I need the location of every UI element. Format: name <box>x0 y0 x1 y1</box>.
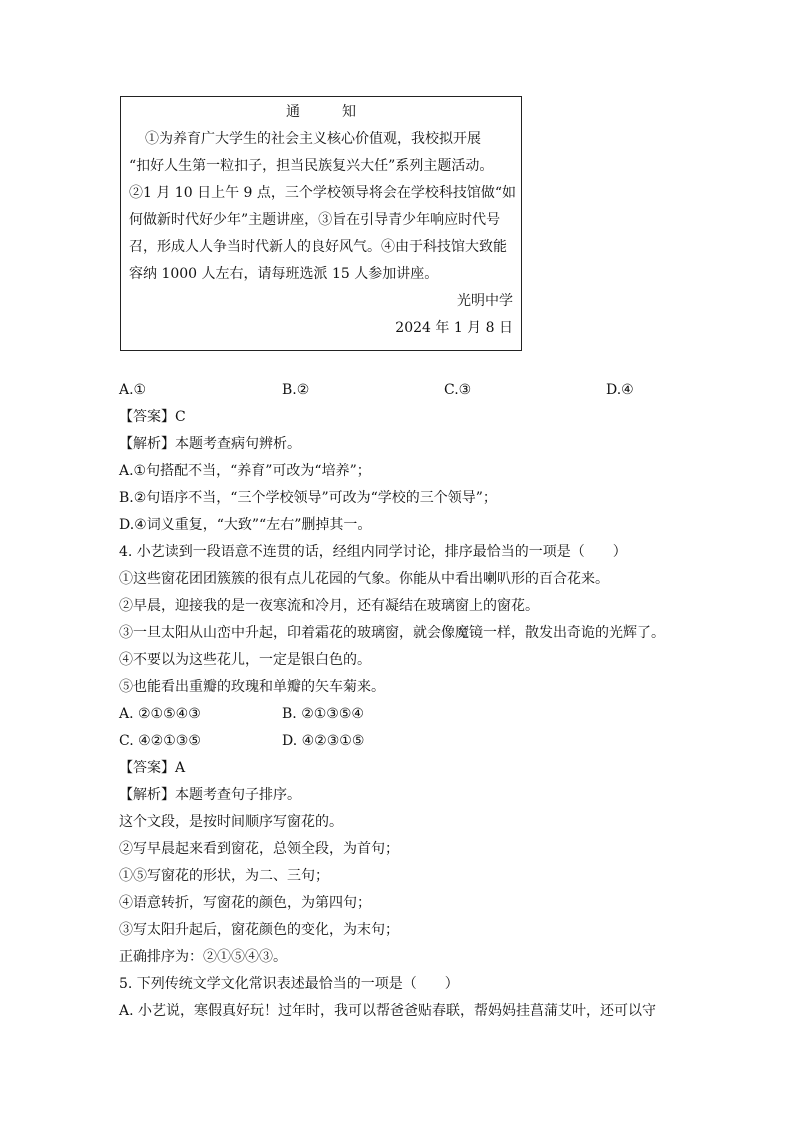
notice-line: 召，形成人人争当时代新人的良好风气。④由于科技馆大致能 <box>129 239 507 255</box>
q3-option-c: C.③ <box>444 382 472 398</box>
q3-analysis-line: A.①句搭配不当，“养育”可改为“培养”； <box>119 463 371 479</box>
q3-option-a: A.① <box>119 382 147 398</box>
notice-date: 2024 年 1 月 8 日 <box>395 320 513 336</box>
q3-option-d: D.④ <box>606 382 634 398</box>
notice-line: 容纳 1000 人左右，请每班选派 15 人参加讲座。 <box>129 266 439 282</box>
q3-analysis-line: D.④词义重复，“大致”“左右”删掉其一。 <box>119 517 372 533</box>
q4-sentence: ②早晨，迎接我的是一夜寒流和冷月，还有凝结在玻璃窗上的窗花。 <box>119 598 539 614</box>
notice-signature: 光明中学 <box>457 293 513 309</box>
q3-answer: 【答案】C <box>119 409 186 425</box>
notice-title: 通 知 <box>286 104 370 120</box>
notice-line: “扣好人生第一粒扣子，担当民族复兴大任”系列主题活动。 <box>129 158 494 174</box>
q4-analysis-line: 正确排序为：②①⑤④③。 <box>119 949 287 965</box>
q4-analysis-line: ②写早晨起来看到窗花，总领全段，为首句； <box>119 841 399 857</box>
q3-option-b: B.② <box>282 382 310 398</box>
q5-option-a: A. 小艺说，寒假真好玩！过年时，我可以帮爸爸贴春联，帮妈妈挂菖蒲艾叶，还可以守 <box>119 1003 657 1019</box>
q4-analysis-line: 【解析】本题考查句子排序。 <box>119 787 301 803</box>
notice-line: ②1 月 10 日上午 9 点，三个学校领导将会在学校科技馆做“如 <box>129 185 517 201</box>
q4-analysis-line: ①⑤写窗花的形状，为二、三句； <box>119 868 329 884</box>
q4-sentence: ⑤也能看出重瓣的玫瑰和单瓣的矢车菊来。 <box>119 679 385 695</box>
notice-line: ①为养育广大学生的社会主义核心价值观，我校拟开展 <box>145 131 481 147</box>
q3-analysis-line: B.②句语序不当，“三个学校领导”可改为“学校的三个领导”； <box>119 490 497 506</box>
q4-analysis-line: 这个文段，是按时间顺序写窗花的。 <box>119 814 343 830</box>
notice-box <box>120 96 522 351</box>
q5-stem: 5. 下列传统文学文化常识表述最恰当的一项是（ ） <box>119 976 459 992</box>
q4-stem: 4. 小艺读到一段语意不连贯的话，经组内同学讨论，排序最恰当的一项是（ ） <box>119 544 627 560</box>
notice-line: 何做新时代好少年”主题讲座，③旨在引导青少年响应时代号 <box>129 212 501 228</box>
q4-option-c: C. ④②①③⑤ <box>119 733 201 749</box>
q4-sentence: ④不要以为这些花儿，一定是银白色的。 <box>119 652 371 668</box>
q4-analysis-line: ④语意转折，写窗花的颜色，为第四句； <box>119 895 371 911</box>
q4-option-b: B. ②①③⑤④ <box>282 706 364 722</box>
q4-option-d: D. ④②③①⑤ <box>282 733 365 749</box>
q4-answer: 【答案】A <box>119 760 186 776</box>
q4-option-a: A. ②①⑤④③ <box>119 706 201 722</box>
q4-analysis-line: ③写太阳升起后，窗花颜色的变化，为末句； <box>119 922 399 938</box>
q4-sentence: ③一旦太阳从山峦中升起，印着霜花的玻璃窗，就会像魔镜一样，散发出奇诡的光辉了。 <box>119 625 665 641</box>
q3-analysis-line: 【解析】本题考查病句辨析。 <box>119 436 301 452</box>
q4-sentence: ①这些窗花团团簇簇的很有点儿花园的气象。你能从中看出喇叭形的百合花来。 <box>119 571 609 587</box>
